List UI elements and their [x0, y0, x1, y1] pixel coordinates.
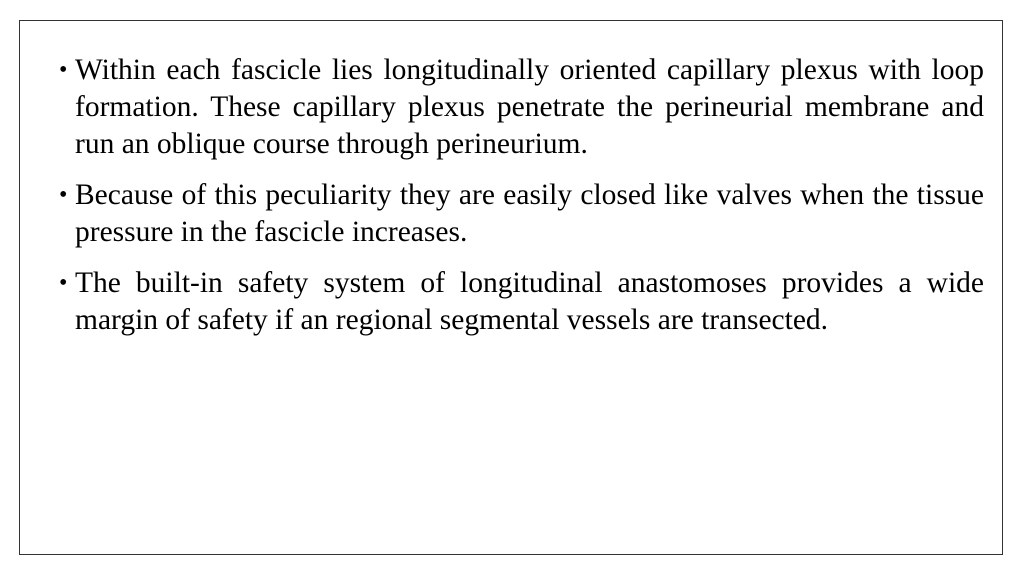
bullet-list — [59, 52, 984, 353]
bullet-text: The built-in safety system of longitudinal anastomoses provides a wide margin of safety if an regional segmental vessels are transected. — [75, 267, 984, 336]
bullet-item — [59, 177, 984, 251]
bullet-text: Within each fascicle lies longitudinally oriented capillary plexus with loop formation. These capillary plexus penetrate the perineurial membrane and run an oblique course through perineurium. — [75, 54, 984, 160]
bullet-item — [59, 52, 984, 163]
bullet-text: Because of this peculiarity they are easily closed like valves when the tissue pressure in the fascicle increases. — [75, 179, 984, 248]
bullet-dot-icon: • — [59, 270, 68, 296]
bullet-dot-icon: • — [59, 57, 68, 83]
bullet-dot-icon: • — [59, 182, 68, 208]
slide-frame — [19, 20, 1003, 555]
bullet-item — [59, 265, 984, 339]
